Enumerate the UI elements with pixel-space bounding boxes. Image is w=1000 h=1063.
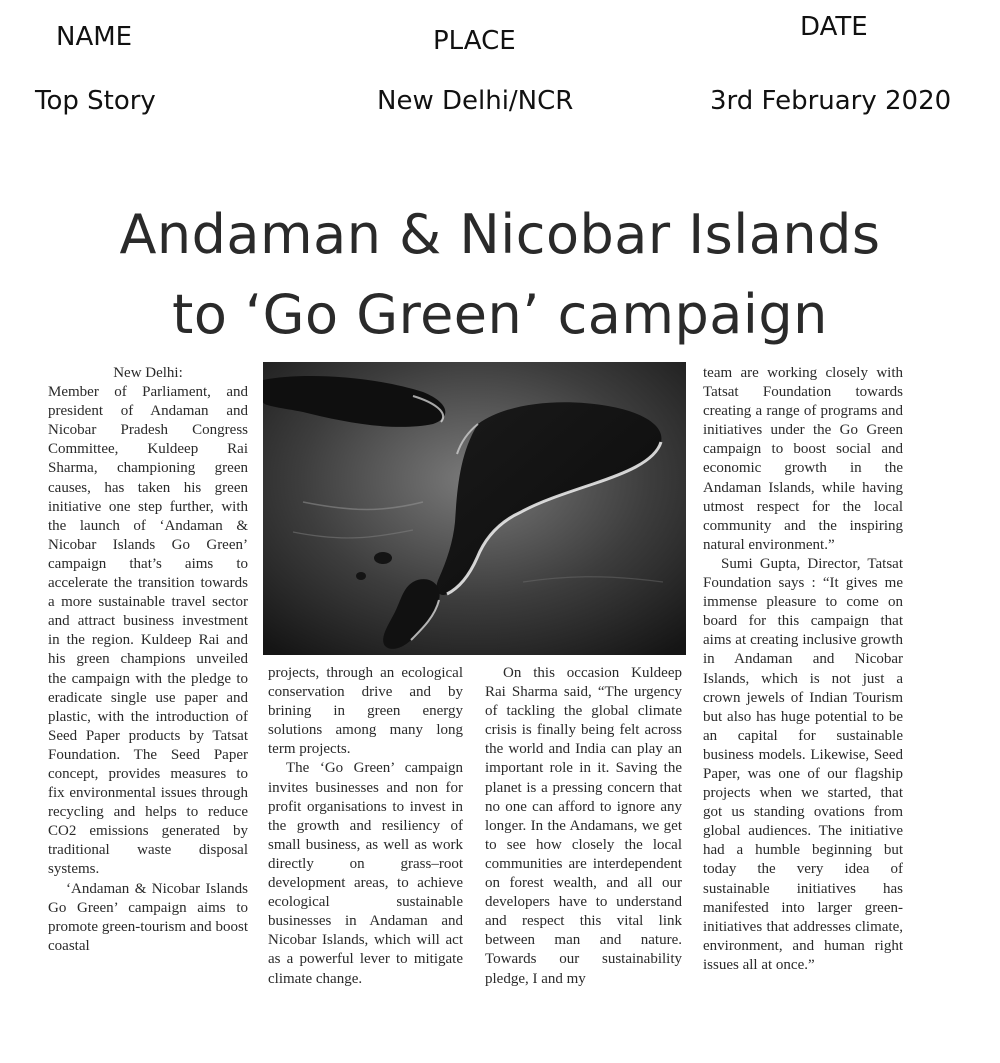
date-label: DATE [800, 12, 868, 42]
island-photo-graphic [263, 362, 686, 655]
article-column-2 [268, 664, 463, 989]
article-column-3 [485, 664, 682, 989]
place-label: PLACE [433, 26, 516, 56]
name-label: NAME [56, 22, 133, 52]
headline-line-2: to ‘Go Green’ campaign [172, 283, 828, 346]
name-value: Top Story [35, 86, 156, 116]
col4-paragraph-2: Sumi Gupta, Director, Tatsat Foundation says : “It gives me immense pleasure to come on board for this campaign that aims at creating inclusive growth in Andaman and Nicobar Islands, which is not just a crown jewels of Indian Tourism but also has huge potential to be an capital for sustainable business models. Likewise, Seed Paper, was one of our flagship projects when we started, that got us standing ovations from global audiences. The initiative had a humble beginning but today the very idea of sustainable initiatives has manifested into larger green-initiatives that addresses climate, environment, and human right issues all at once.” [703, 555, 903, 973]
col3-paragraph-1: On this occasion Kuldeep Rai Sharma said, “The urgency of tackling the global climate crisis is finally being felt across the world and India can play an important role in it. Saving the planet is a pressing concern that no one can afford to ignore any longer. In the Andamans, we get to see how closely the local communities are interdependent on forest wealth, and all our developers have to understand and respect this vital link between man and nature. Towards our sustainability pledge, I and my [485, 665, 682, 987]
col4-paragraph-1: team are working closely with Tatsat Foundation towards creating a range of programs and initiatives under the Go Green campaign to boost social and economic growth in the Andaman Islands, while having utmost respect for the local community and the inspiring natural environment.” [703, 365, 903, 553]
island-aerial-photo [263, 362, 686, 655]
col2-paragraph-1: projects, through an ecological conservation drive and by brining in green energy solutions among many long term projects. [268, 665, 463, 758]
col1-paragraph-2: ‘Andaman & Nicobar Islands Go Green’ campaign aims to promote green-tourism and boost coastal [48, 880, 248, 954]
place-value: New Delhi/NCR [377, 86, 574, 116]
article-column-4 [703, 364, 903, 975]
col2-paragraph-2: The ‘Go Green’ campaign invites businesses and non for profit organisations to invest in the growth and resiliency of small business, as well as work directly on grass–root development areas, to achieve ecological sustainable businesses in Andaman and Nicobar Islands, which will act as a powerful lever to mitigate climate change. [268, 760, 463, 987]
dateline: New Delhi: [113, 365, 183, 381]
col1-paragraph-1: Member of Parliament, and president of Andaman and Nicobar Pradesh Congress Committee, Kuldeep Rai Sharma, championing green causes, has taken his green initiative one step further, with the launch of ‘Andaman & Nicobar Islands Go Green’ campaign that’s aims to accelerate the transition towards a more sustainable travel sector and attract business investment in the region. Kuldeep Rai and his green champions unveiled the campaign with the pledge to eradicate single use paper and plastic, with the introduction of Seed Paper products by Tatsat Foundation. The Seed Paper concept, provides measures to fix environmental issues through recycling and helps to reduce CO2 emissions generated by traditional waste disposal systems. [48, 384, 248, 878]
article-column-1 [48, 364, 248, 956]
headline-line-1: Andaman & Nicobar Islands [119, 203, 881, 266]
date-value: 3rd February 2020 [710, 86, 952, 116]
